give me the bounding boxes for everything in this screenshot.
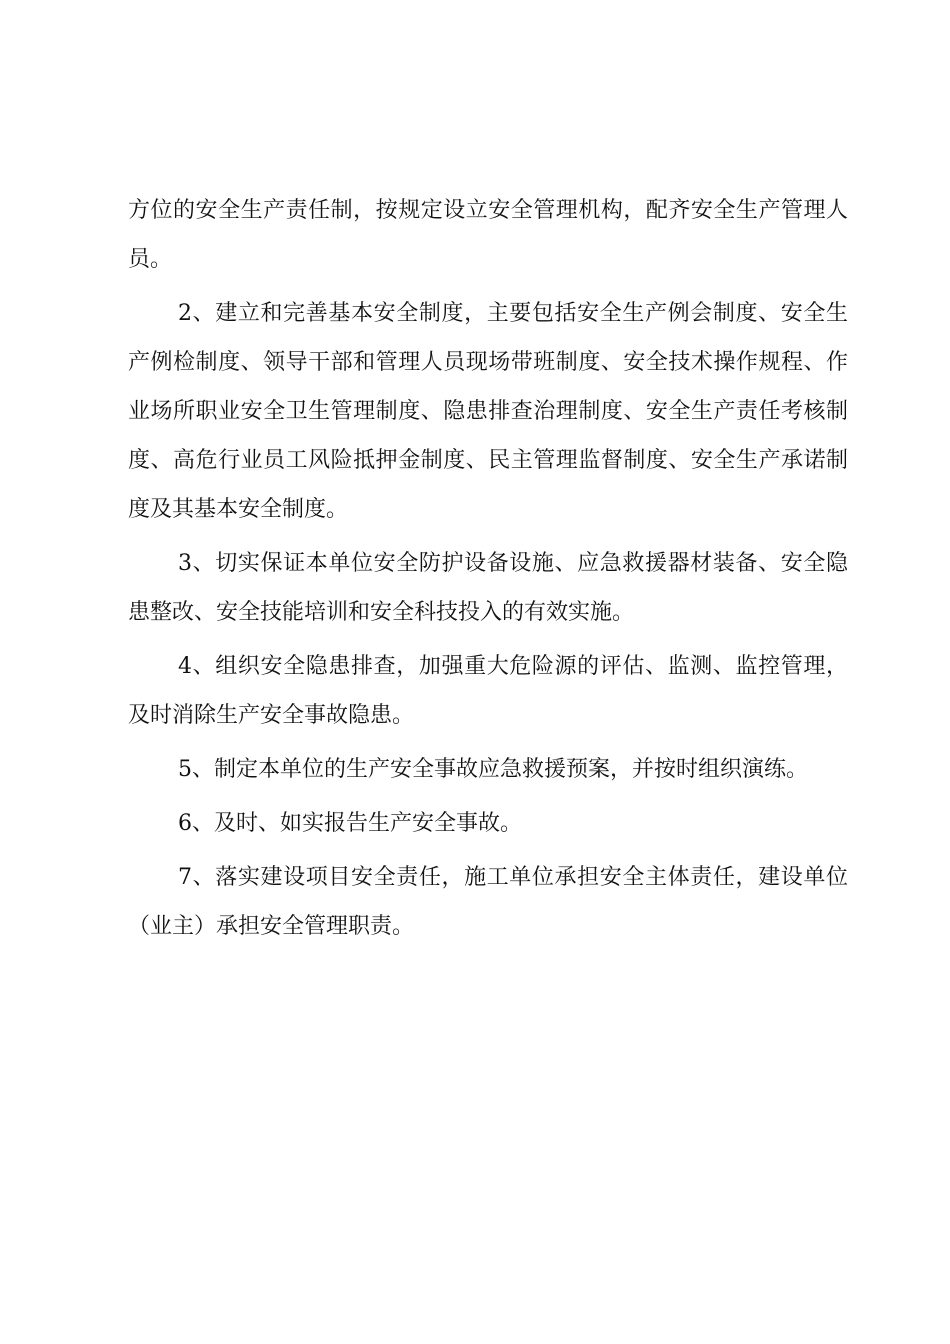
document-body	[128, 186, 848, 956]
paragraph-item-4: 4、组织安全隐患排查，加强重大危险源的评估、监测、监控管理，及时消除生产安全事故隐患。	[128, 654, 848, 728]
paragraph-item-2: 2、建立和完善基本安全制度，主要包括安全生产例会制度、安全生产例检制度、领导干部和管理人员现场带班制度、安全技术操作规程、作业场所职业安全卫生管理制度、隐患排查治理制度、安全生产责任考核制度、高危行业员工风险抵押金制度、民主管理监督制度、安全生产承诺制度及其基本安全制度。	[128, 301, 848, 522]
paragraph-item-6: 6、及时、如实报告生产安全事故。	[178, 811, 522, 836]
paragraph-continuation: 方位的安全生产责任制，按规定设立安全管理机构，配齐安全生产管理人员。	[128, 198, 848, 272]
paragraph-item-5: 5、制定本单位的生产安全事故应急救援预案，并按时组织演练。	[178, 757, 808, 782]
paragraph-item-3: 3、切实保证本单位安全防护设备设施、应急救援器材装备、安全隐患整改、安全技能培训和安全科技投入的有效实施。	[128, 551, 848, 625]
paragraph-item-7: 7、落实建设项目安全责任，施工单位承担安全主体责任，建设单位（业主）承担安全管理职责。	[128, 865, 848, 939]
